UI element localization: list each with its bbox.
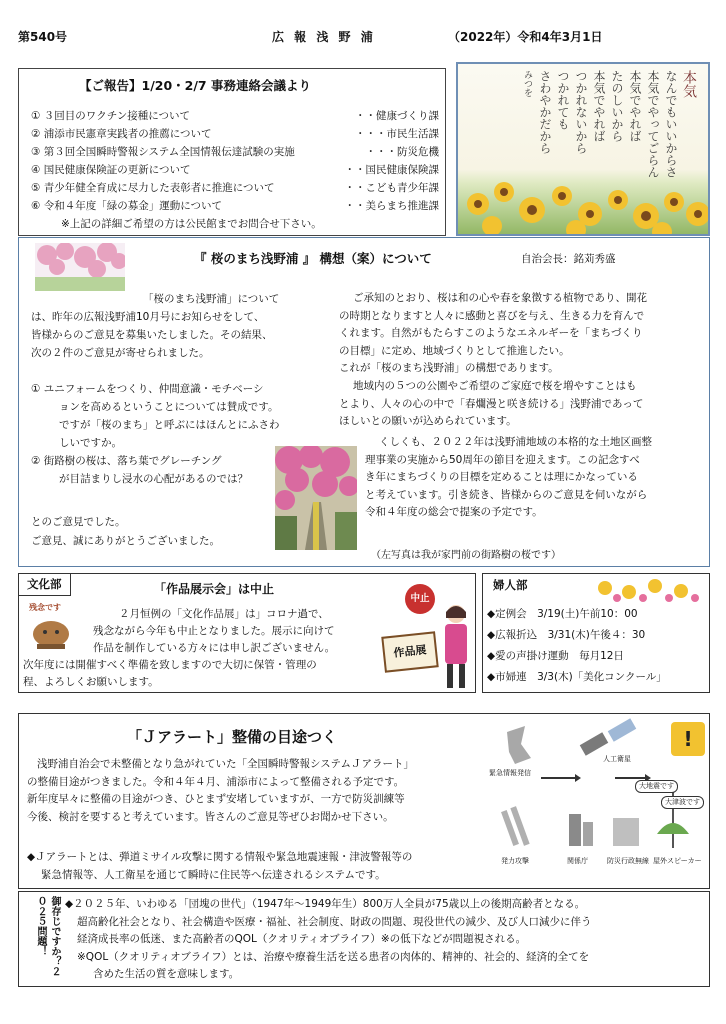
report-list <box>31 107 439 233</box>
cancel-sign: 中止 <box>405 584 435 614</box>
speech-bubble: 大津波です <box>661 796 704 809</box>
sakura-left-intro: 「桜のまち浅野浦」について は、昨年の広報浅野浦10月号にお知らせをして、 皆様からのご意見を募集いたしました。その結果、 次の２件のご意見が寄せられました。 <box>31 293 280 359</box>
poem-painting <box>456 62 710 236</box>
flower-decoration-image <box>595 576 703 604</box>
women-items: ◆定例会 3/19(土)午前10：00 ◆広報折込 3/31(木)午後４：30 ◆愛の声掛け運動 毎月12日 ◆市婦連 3/3(木)「美化コンクール」 <box>487 608 667 683</box>
culture-section <box>18 573 476 693</box>
problem-text: ◆２０２５年、いわゆる「団塊の世代」（1947年〜1949年生）800万人全員が75歳以上の後期高齢者となる。 超高齢化社会となり、社会構造や医療・福祉、社会制度、財政の問題、現役世代の減少、及び人口減少に伴う 経済成長率の低迷、また高齢者のQOL（クオリティオブライフ）※の低下などが問題視される。 ※QOL（クオリティオブライフ）とは、治療や療養生活を送る患者の肉体的、精神的、社会的、経済的全てを 含めた生活の質を意味します。 <box>65 898 592 980</box>
problem-2025-section <box>18 891 710 987</box>
problem-vertical-label: 御存じですか？２０２５問題！ <box>35 896 60 976</box>
paper-name: 広 報 浅 野 浦 <box>272 30 376 44</box>
cherry-tree-photo <box>275 446 357 550</box>
report-box <box>18 68 446 236</box>
sakura-opinions: ① ユニフォームをつくり、仲間意識・モチベーシ ョンを高めるということについては賛成です。 ですが「桜のまち」と呼ぶにはほんとにふさわ しいですか。 ② 街路樹の桜は、落ち葉でグレーチング が目詰まりし浸水の心配があるのでは？ <box>31 383 280 485</box>
page-header <box>18 28 708 46</box>
report-item: ③ 第３回全国瞬時警報システム全国情報伝達試験の実施 ・・・防災危機 <box>31 146 439 158</box>
speech-bubble: 大地震です <box>635 780 678 793</box>
sakura-section <box>18 237 710 567</box>
warning-alert-icon: ! <box>671 722 705 756</box>
sakura-author: 自治会長：銘苅秀盛 <box>521 253 616 265</box>
report-item: ② 浦添市民憲章実践者の推薦について ・・・市民生活課 <box>31 128 439 140</box>
sakura-title: 『 桜のまち浅野浦 』 構想（案）について <box>194 251 432 266</box>
presenter-woman-illustration <box>439 602 473 692</box>
jalert-note: ◆Ｊアラートとは、弾道ミサイル攻撃に関する情報や緊急地震速報・津波警報等の 緊急情報等、人工衛星を通じて瞬時に住民等へ伝達されるシステムです。 <box>27 851 413 881</box>
sakura-closing: とのご意見でした。 ご意見、誠にありがとうございました。 <box>31 516 220 547</box>
jalert-section <box>18 713 710 889</box>
issue-date: （2022年）令和4年3月1日 <box>448 30 603 44</box>
sakura-right-text: ご承知のとおり、桜は和の心や春を象徴する植物であり、開花 の時期となりますと人々に感動と喜びを与え、生きる力を育んで くれます。自然がもたらすこのようなエネルギーを「まちづくり の目標」に定め、地域づくりとして推進したい。 これが「桜のまち浅野浦」の構想であります。 地域内の５つの公園やご希望のご家庭で桜を増やすことはも とより、人々の心の中で「春爛漫と咲き続ける」浅野浦であって ほしいとの願いが込められています。 <box>339 292 647 428</box>
diagram-label: 発力攻撃 <box>501 857 529 865</box>
culture-label: 文化部 <box>19 574 71 596</box>
photo-caption: （左写真は我が家門前の街路樹の桜です） <box>371 550 561 561</box>
culture-text: ２月恒例の「文化作品展」は」コロナ過で、 残念ながら今年も中止となりました。展示に向けて 作品を制作している方々には申し訳ございません。 次年度には開催すべく準備を致しますので大切に保管・管理の 程、よろしくお願いします。 <box>23 608 336 688</box>
report-item: ⑥ 令和４年度「緑の募金」運動について ・・美らまち推進課 <box>31 200 439 212</box>
report-item: ① ３回目のワクチン接種について ・・健康づくり課 <box>31 110 439 122</box>
issue-number: 第540号 <box>18 30 68 44</box>
exhibition-cancelled-illustration <box>383 584 473 692</box>
report-note: ※上記の詳細ご希望の方は公民館までお問合せ下さい。 <box>61 218 322 230</box>
poem-text: 本気 なんでもいいからさ 本気でやってごらん 本気でやれば たのしいから 本気でやれば つかれないから つかれても さわやかだから みつを <box>522 70 697 178</box>
stamp-text: 残念です <box>29 603 61 612</box>
report-title: 【ご報告】1/20・2/7 事務連絡会議より <box>79 78 311 93</box>
satellite-label: 人工衛星 <box>603 755 631 763</box>
diagram-label: 屋外スピーカー <box>653 857 702 865</box>
exhibition-board: 作品展 <box>381 631 438 672</box>
jalert-text: 浅野浦自治会で未整備となり急がれていた「全国瞬時警報システムＪアラート」 の整備目途がつきました。令和４年４月、浦添市によって整備される予定です。 新年度早々に整備の目途がつき、ひとまず安堵していますが、一方で防災訓練等 今後、検討を要すると考えています。皆さんのご意見等ぜひお聞かせ下さい。 <box>27 758 414 823</box>
jalert-title: 「Ｊアラート」整備の目途つく <box>127 728 338 746</box>
report-item: ⑤ 青少年健全育成に尽力した表彰者に推進について ・・こども青少年課 <box>31 182 439 194</box>
sakura-right-text-2: くしくも、２０２２年は浅野浦地域の本格的な土地区画整 理事業の実施から50周年の節目を迎えます。この記念すべ き年にまちづくりの目標を定めることは理にかなっている と考えています。引き続き、皆様からのご意見を伺いながら 令和４年度の総会で提案の予定です。 <box>365 436 652 519</box>
women-section <box>482 573 710 693</box>
women-label: 婦人部 <box>493 578 528 592</box>
diagram-label: 緊急情報発信 <box>489 769 531 777</box>
sakura-banner-image <box>35 243 125 291</box>
report-item: ④ 国民健康保険証の更新について ・・国民健康保険課 <box>31 164 439 176</box>
culture-title: 「作品展示会」は中止 <box>154 582 275 596</box>
diagram-label: 防災行政無線 <box>607 857 649 865</box>
jalert-diagram <box>485 718 707 876</box>
diagram-label: 関係庁 <box>567 857 588 865</box>
